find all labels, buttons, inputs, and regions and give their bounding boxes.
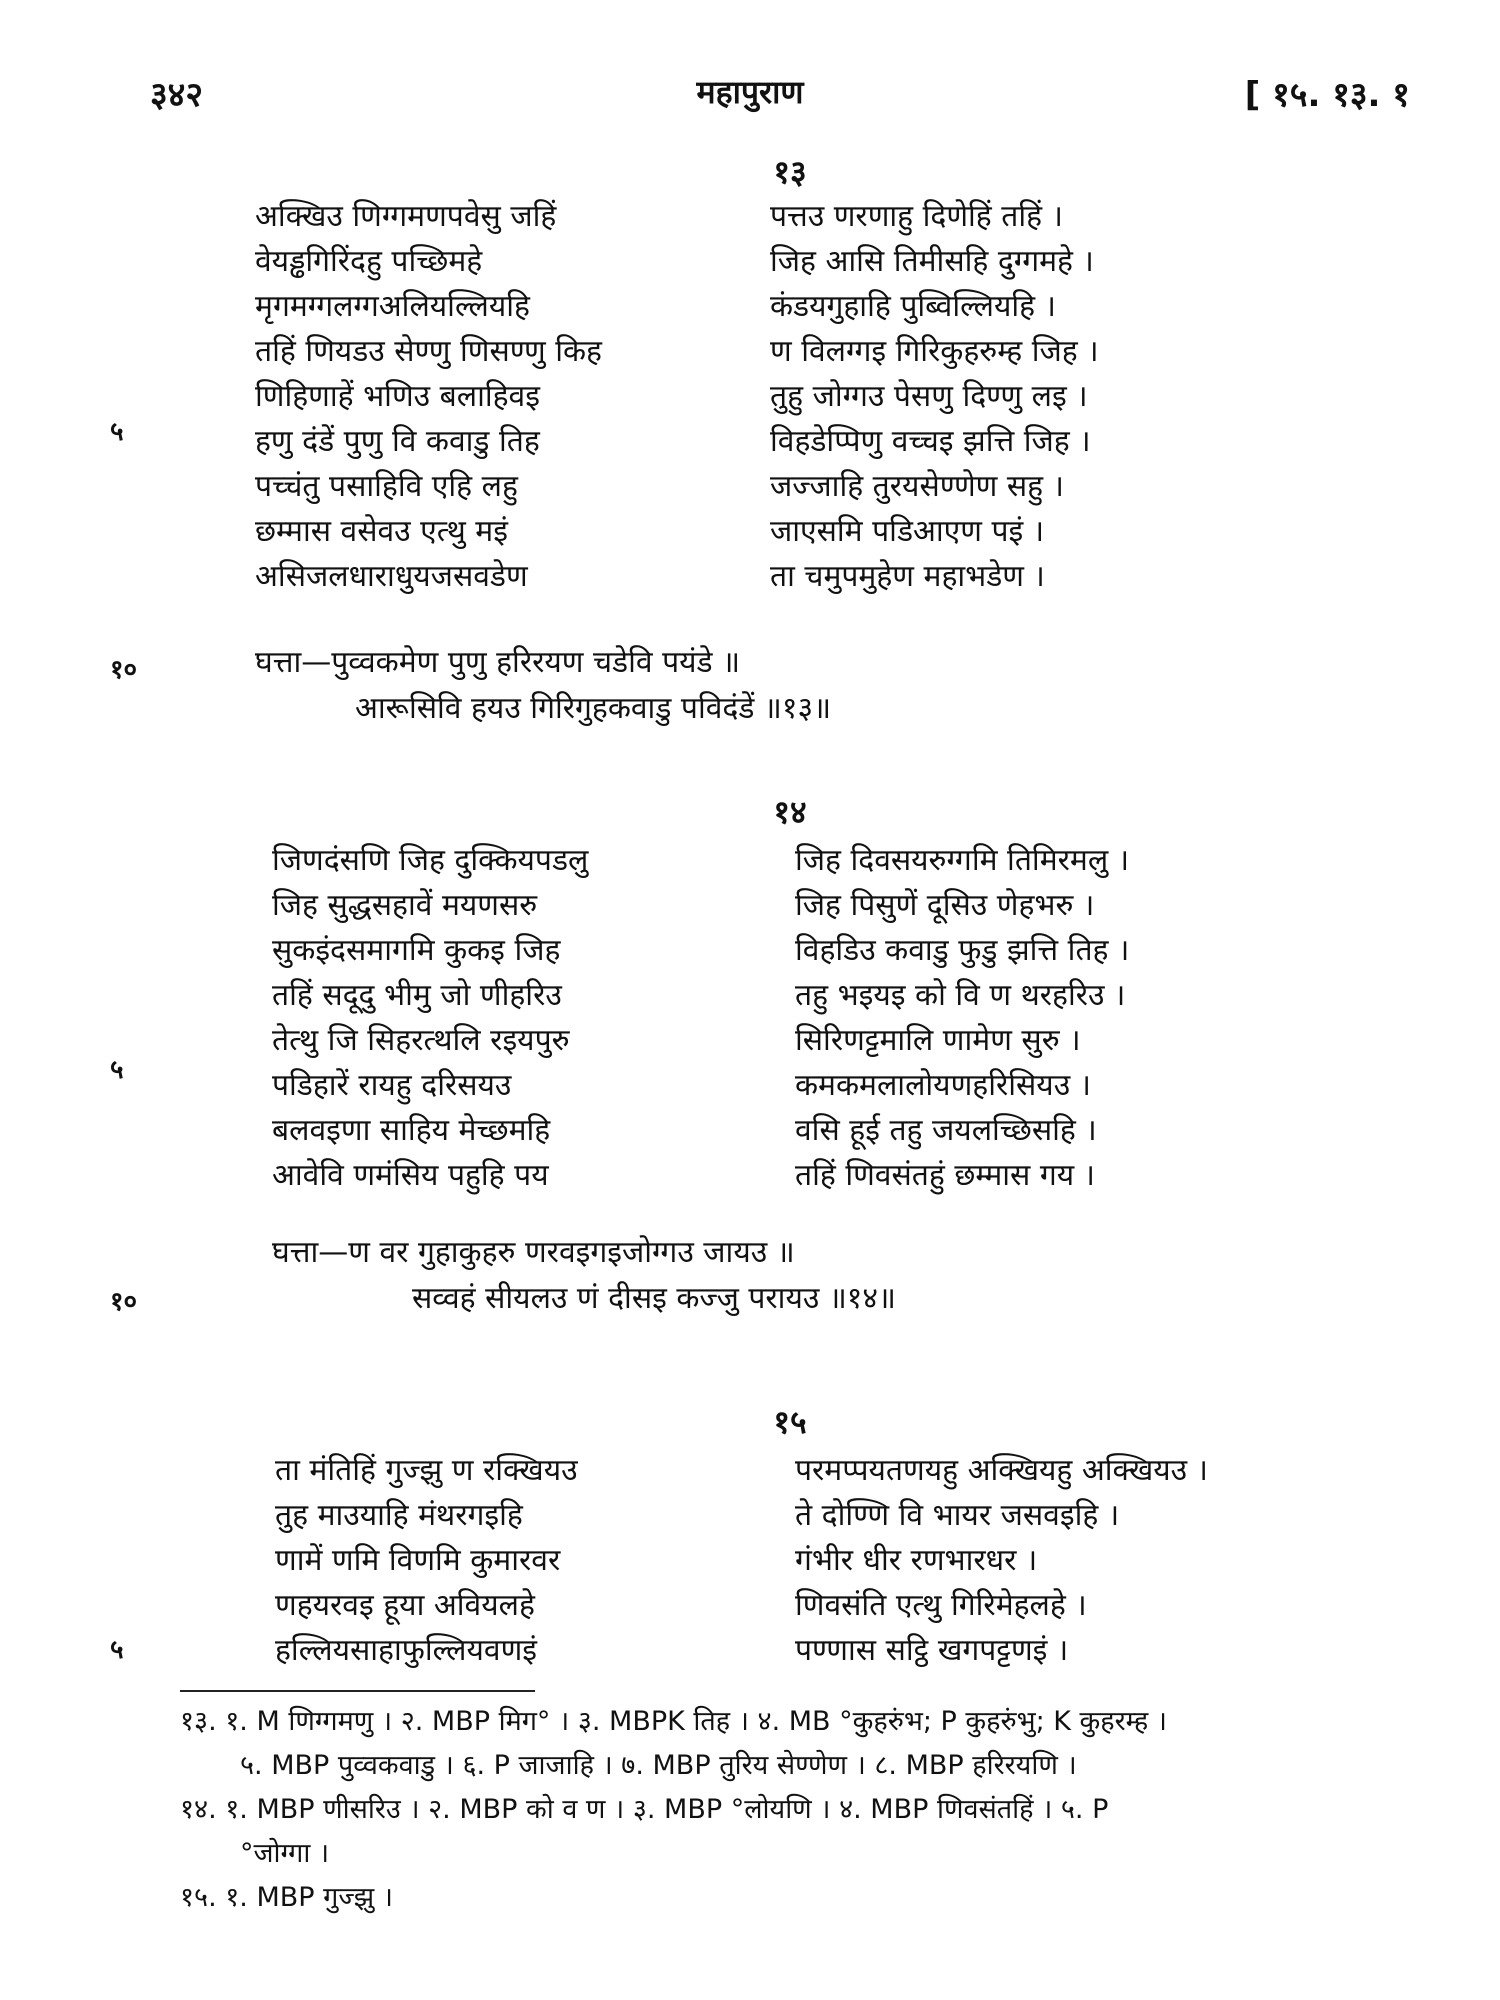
verse-right: कंडयगुहाहि पुब्विल्लियहि । [770, 289, 1057, 324]
running-title: महापुराण [696, 73, 804, 111]
section-number: १५ [773, 1403, 807, 1441]
verse-left: हणु दंडें पुणु वि कवाडु तिह [255, 424, 540, 459]
verse-right: वसि हूई तहु जयलच्छिसहि । [795, 1113, 1097, 1148]
verse-line [0, 1583, 1500, 1628]
footnote-line: °जोग्गा । [240, 1838, 330, 1869]
verse-left: पडिहारें रायहु दरिसयउ [272, 1068, 512, 1103]
verse-line [0, 838, 1500, 883]
ghatta-line: घत्ता—पुव्वकमेण पुणु हरिरयण चडेवि पयंडे ॥ [255, 645, 741, 680]
verse-line [0, 1493, 1500, 1538]
verse-right: सिरिणट्टमालि णामेण सुरु । [795, 1023, 1081, 1058]
verse-right: तहु भइयइ को वि ण थरहरिउ । [795, 978, 1126, 1013]
verse-right: ण विलग्गइ गिरिकुहरुम्ह जिह । [770, 334, 1099, 369]
verse-left: बलवइणा साहिय मेच्छमहि [272, 1113, 551, 1148]
section-number: १४ [773, 793, 807, 831]
verse-line [0, 1018, 1500, 1063]
verse-line [0, 509, 1500, 554]
verse-right: परमप्पयतणयहु अक्खियहु अक्खियउ । [795, 1453, 1208, 1488]
page-header [0, 70, 1500, 120]
verse-right: जिह आसि तिमीसहि दुग्गमहे । [770, 244, 1094, 279]
verse-left: असिजलधाराधुयजसवडेण [255, 559, 528, 594]
verse-left: हल्लियसाहाफुल्लियवणइं [275, 1633, 537, 1668]
verse-right: जिह पिसुणें दूसिउ णेहभरु । [795, 888, 1095, 923]
verse-line [0, 1628, 1500, 1673]
verse-left: पच्चंतु पसाहिवि एहि लहु [255, 469, 518, 504]
section-number: १३ [773, 153, 807, 191]
verse-right: ता चमुपमुहेण महाभडेण । [770, 559, 1045, 594]
verse-left: णहयरवइ हूया अवियलहे [275, 1588, 535, 1623]
verse-left: जिह सुद्धसहावें मयणसरु [272, 888, 538, 923]
verse-right: णिवसंति एत्थु गिरिमेहलहे । [795, 1588, 1087, 1623]
verse-right: जाएसमि पडिआएण पइं । [770, 514, 1045, 549]
verse-lines [0, 194, 1500, 599]
footnote-rule [180, 1690, 535, 1692]
verse-line [0, 239, 1500, 284]
footnote-line: १५. १. MBP गुज्झु । [180, 1882, 394, 1913]
ghatta-line: सव्वहं सीयलउ णं दीसइ कज्जु परायउ ॥१४॥ [412, 1281, 896, 1316]
verse-left: णामें णमि विणमि कुमारवर [275, 1543, 561, 1578]
verse-right: तहिं णिवसंतहुं छम्मास गय । [795, 1158, 1096, 1193]
verse-right: गंभीर धीर रणभारधर । [795, 1543, 1038, 1578]
margin-line-number: १० [110, 655, 138, 685]
verse-left: सुकइंदसमागमि कुकइ जिह [272, 933, 561, 968]
footnote-line: १४. १. MBP णीसरिउ । २. MBP को व ण । ३. MBP °लोयणि । ४. MBP णिवसंतहिं । ५. P [180, 1794, 1109, 1825]
verse-line [0, 374, 1500, 419]
verse-line [0, 329, 1500, 374]
verse-left: णिहिणाहें भणिउ बलाहिवइ [255, 379, 540, 414]
verse-line [0, 419, 1500, 464]
verse-right: विहडिउ कवाडु फुडु झत्ति तिह । [795, 933, 1130, 968]
verse-line [0, 883, 1500, 928]
verse-line [0, 284, 1500, 329]
verse-line [0, 928, 1500, 973]
ghatta-line: घत्ता—ण वर गुहाकुहरु णरवइगइजोग्गउ जायउ ॥ [272, 1235, 795, 1270]
verse-line [0, 464, 1500, 509]
verse-left: तुह माउयाहि मंथरगइहि [275, 1498, 523, 1533]
verse-left: ता मंतिहिं गुज्झु ण रक्खियउ [275, 1453, 578, 1488]
ghatta-line: आरूसिवि हयउ गिरिगुहकवाडु पविदंडें ॥१३॥ [355, 691, 832, 726]
verse-line [0, 973, 1500, 1018]
margin-line-number: ५ [110, 417, 124, 447]
footnotes [180, 1700, 1430, 1920]
verse-right: जिह दिवसयरुग्गमि तिमिरमलु । [795, 843, 1130, 878]
verse-left: छम्मास वसेवउ एत्थु मइं [255, 514, 508, 549]
verse-lines [0, 1448, 1500, 1673]
page-number: ३४२ [150, 75, 204, 115]
verse-right: जज्जाहि तुरयसेण्णेण सहु । [770, 469, 1065, 504]
verse-line [0, 1448, 1500, 1493]
margin-line-number: १० [110, 1287, 138, 1317]
verse-right: पण्णास सट्ठि खगपट्टणइं । [795, 1633, 1069, 1668]
verse-left: तहिं णियडउ सेण्णु णिसण्णु किह [255, 334, 602, 369]
footnote-line: ५. MBP पुव्वकवाडु । ६. P जाजाहि । ७. MBP तुरिय सेण्णेण । ८. MBP हरिरयणि । [240, 1750, 1077, 1781]
verse-line [0, 194, 1500, 239]
verse-line [0, 1108, 1500, 1153]
verse-right: विहडेप्पिणु वच्चइ झत्ति जिह । [770, 424, 1091, 459]
verse-left: तेत्थु जि सिहरत्थलि रइयपुरु [272, 1023, 570, 1058]
section-reference: [ १५. १३. १ [1244, 75, 1410, 115]
margin-line-number: ५ [110, 1635, 124, 1665]
verse-left: मृगमग्गलग्गअलियल्लियहि [255, 289, 530, 324]
margin-line-number: ५ [110, 1055, 124, 1085]
verse-line [0, 554, 1500, 599]
verse-right: तुहु जोग्गउ पेसणु दिण्णु लइ । [770, 379, 1088, 414]
verse-right: ते दोण्णि वि भायर जसवइहि । [795, 1498, 1120, 1533]
verse-left: अक्खिउ णिग्गमणपवेसु जहिं [255, 199, 557, 234]
verse-line [0, 1538, 1500, 1583]
verse-right: कमकमलालोयणहरिसियउ । [795, 1068, 1092, 1103]
verse-left: वेयड्ढगिरिंदहु पच्छिमहे [255, 244, 483, 279]
verse-right: पत्तउ णरणाहु दिणेहिं तहिं । [770, 199, 1063, 234]
verse-lines [0, 838, 1500, 1198]
verse-line [0, 1063, 1500, 1108]
verse-left: आवेवि णमंसिय पहुहि पय [272, 1158, 549, 1193]
verse-left: जिणदंसणि जिह दुक्कियपडलु [272, 843, 589, 878]
verse-left: तहिं सदूदु भीमु जो णीहरिउ [272, 978, 562, 1013]
verse-line [0, 1153, 1500, 1198]
footnote-line: १३. १. M णिग्गमणु । २. MBP मिग° । ३. MBPK तिह । ४. MB °कुहरुंभ; P कुहरुंभु; K कुहरम्ह । [180, 1706, 1167, 1737]
